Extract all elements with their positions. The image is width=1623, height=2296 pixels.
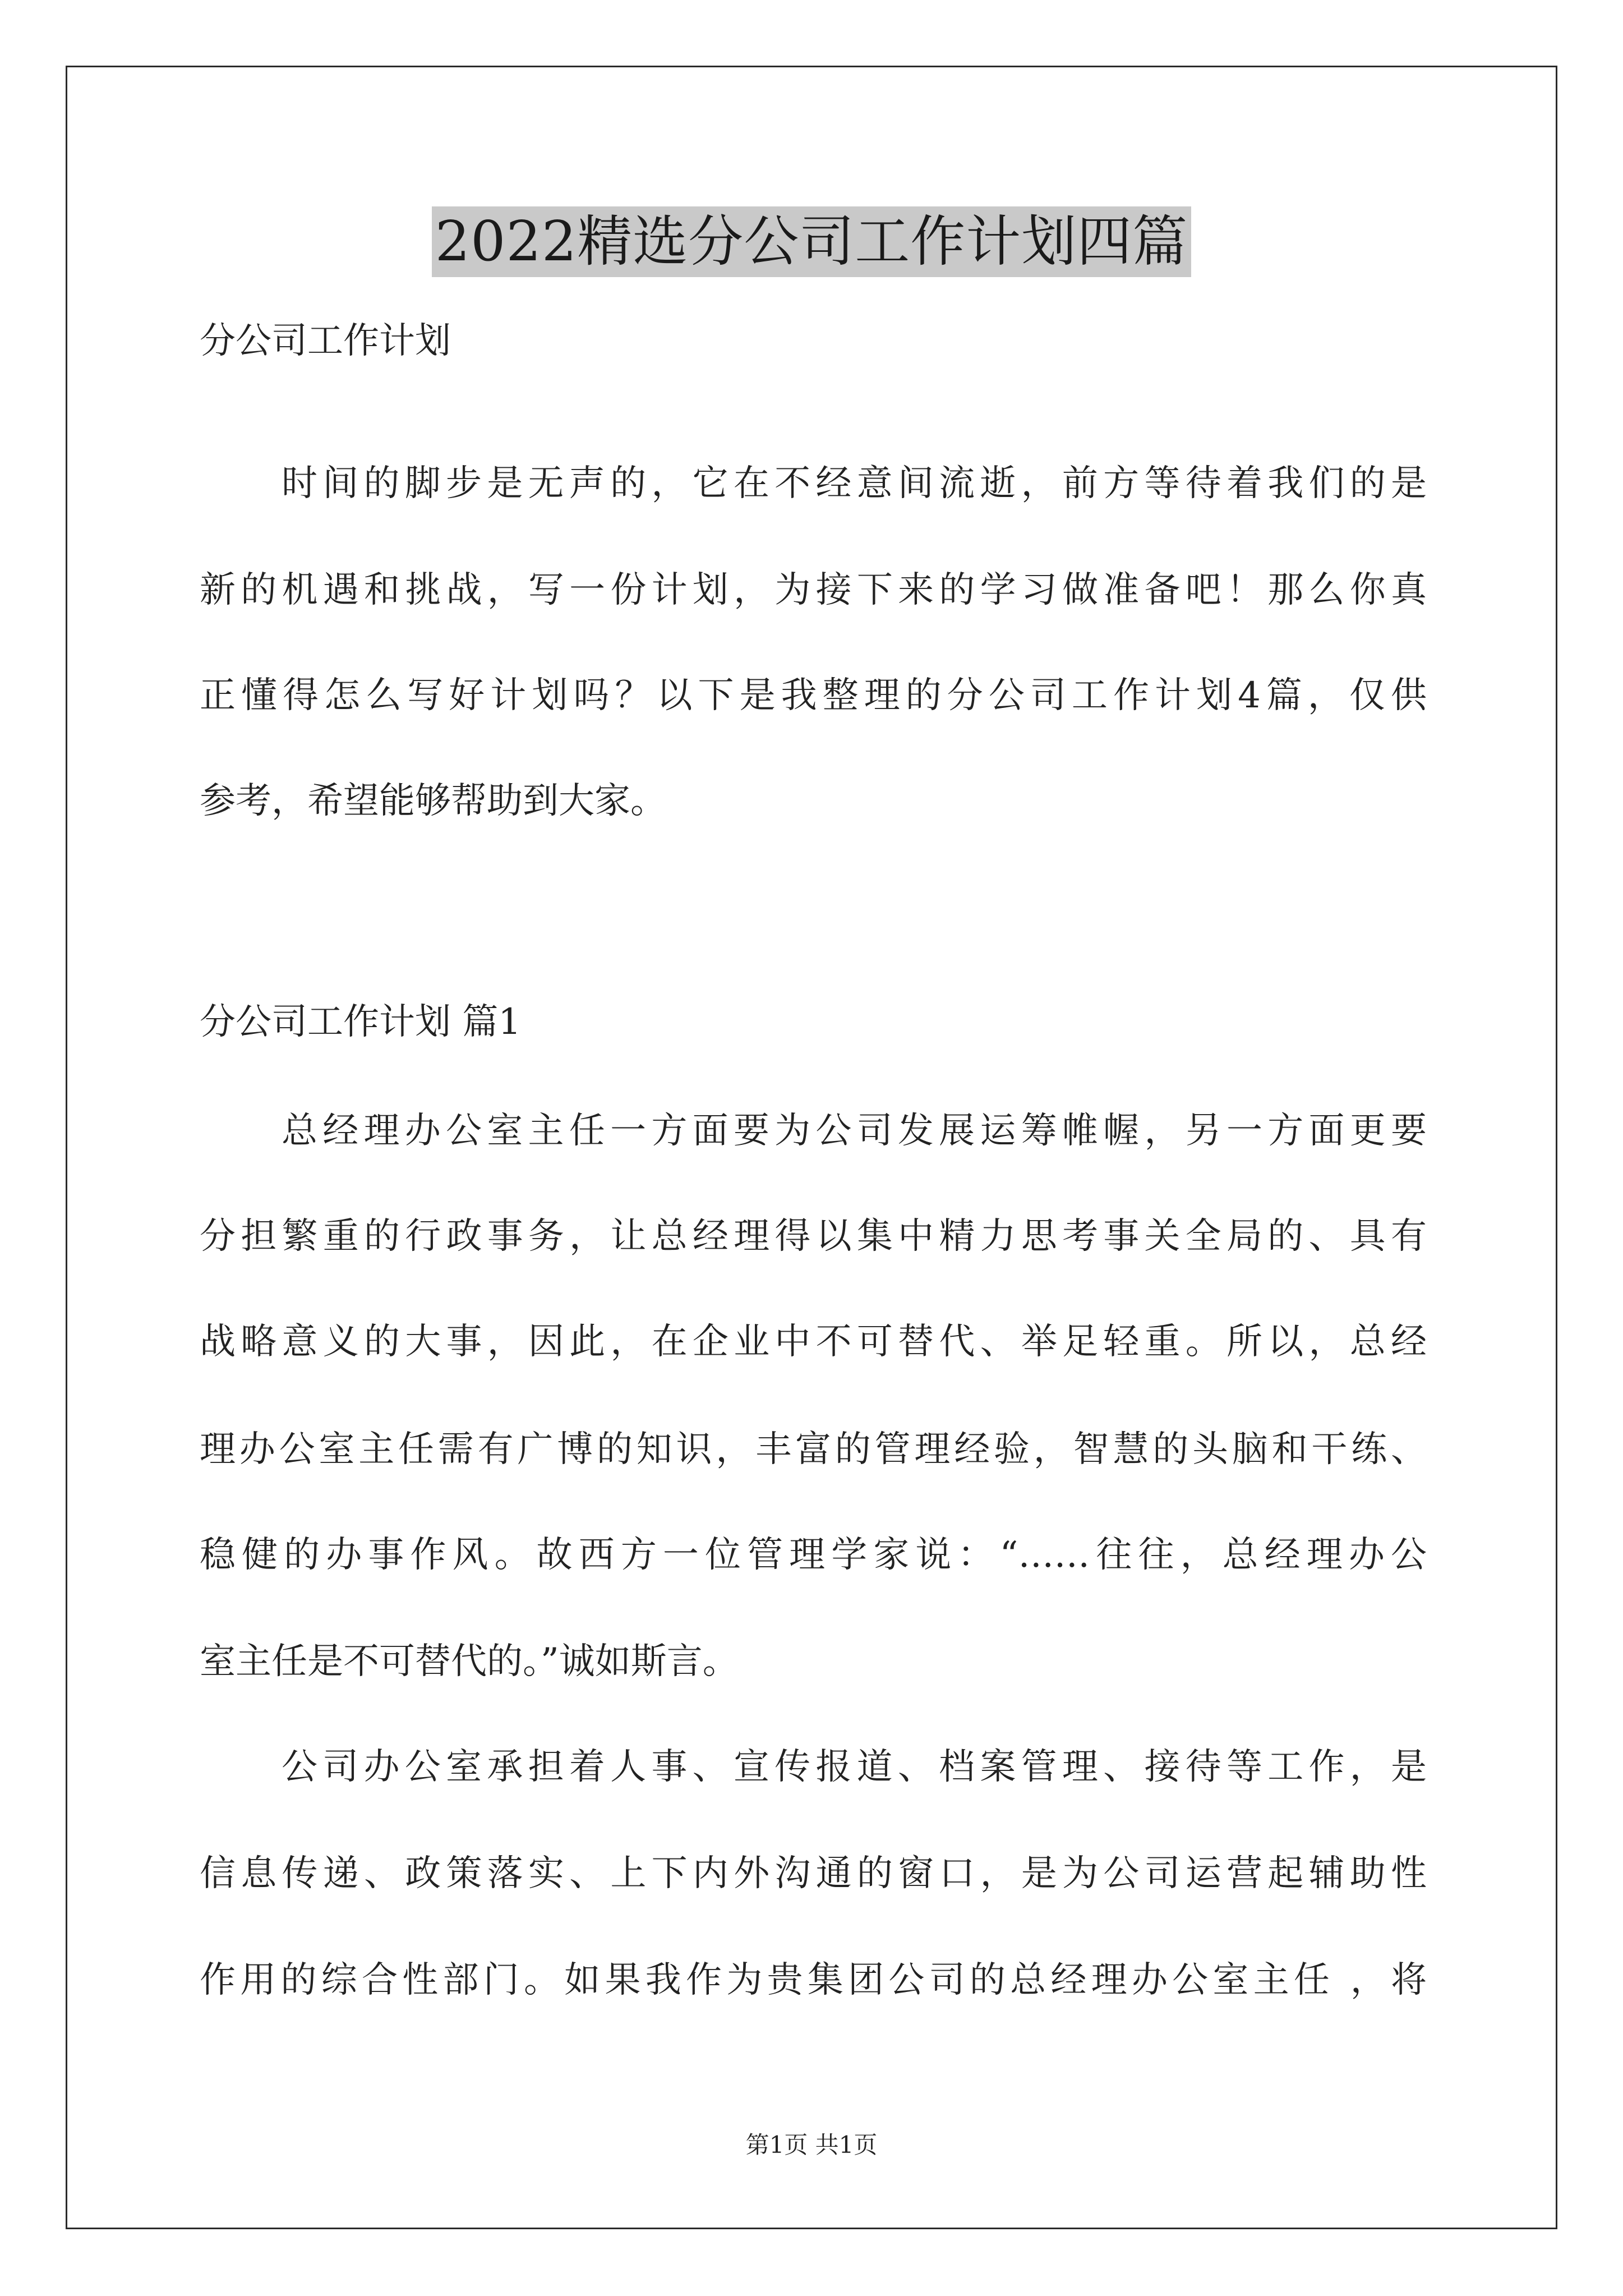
title-container xyxy=(0,206,1623,277)
intro-line-3: 正懂得怎么写好计划吗？以下是我整理的分公司工作计划4篇，仅供 xyxy=(200,675,1427,716)
para1-line-1: 总经理办公室主任一方面要为公司发展运筹帷幄，另一方面更要 xyxy=(282,1110,1427,1152)
para1-line-5: 稳健的办事作风。故西方一位管理学家说：“……往往，总经理办公 xyxy=(200,1534,1427,1576)
document-title: 2022精选分公司工作计划四篇 xyxy=(432,206,1191,277)
para1-line-4: 理办公室主任需有广博的知识，丰富的管理经验，智慧的头脑和干练、 xyxy=(200,1429,1427,1470)
para1-line-2: 分担繁重的行政事务，让总经理得以集中精力思考事关全局的、具有 xyxy=(200,1216,1427,1257)
para2-line-1: 公司办公室承担着人事、宣传报道、档案管理、接待等工作，是 xyxy=(282,1746,1427,1788)
para2-line-3: 作用的综合性部门。如果我作为贵集团公司的总经理办公室主任 ，将 xyxy=(200,1959,1427,2001)
para2-line-2: 信息传递、政策落实、上下内外沟通的窗口，是为公司运营起辅助性 xyxy=(200,1853,1427,1894)
para1-line-6: 室主任是不可替代的。”诚如斯言。 xyxy=(200,1641,739,1682)
para1-line-3: 战略意义的大事，因此，在企业中不可替代、举足轻重。所以，总经 xyxy=(200,1321,1427,1363)
intro-line-2: 新的机遇和挑战，写一份计划，为接下来的学习做准备吧！那么你真 xyxy=(200,569,1427,611)
intro-heading: 分公司工作计划 xyxy=(200,320,451,362)
intro-line-1: 时间的脚步是无声的，它在不经意间流逝，前方等待着我们的是 xyxy=(282,463,1427,504)
intro-line-4: 参考，希望能够帮助到大家。 xyxy=(200,780,666,822)
section-heading: 分公司工作计划 篇1 xyxy=(200,1001,522,1043)
page-footer: 第1页 共1页 xyxy=(745,2131,878,2159)
